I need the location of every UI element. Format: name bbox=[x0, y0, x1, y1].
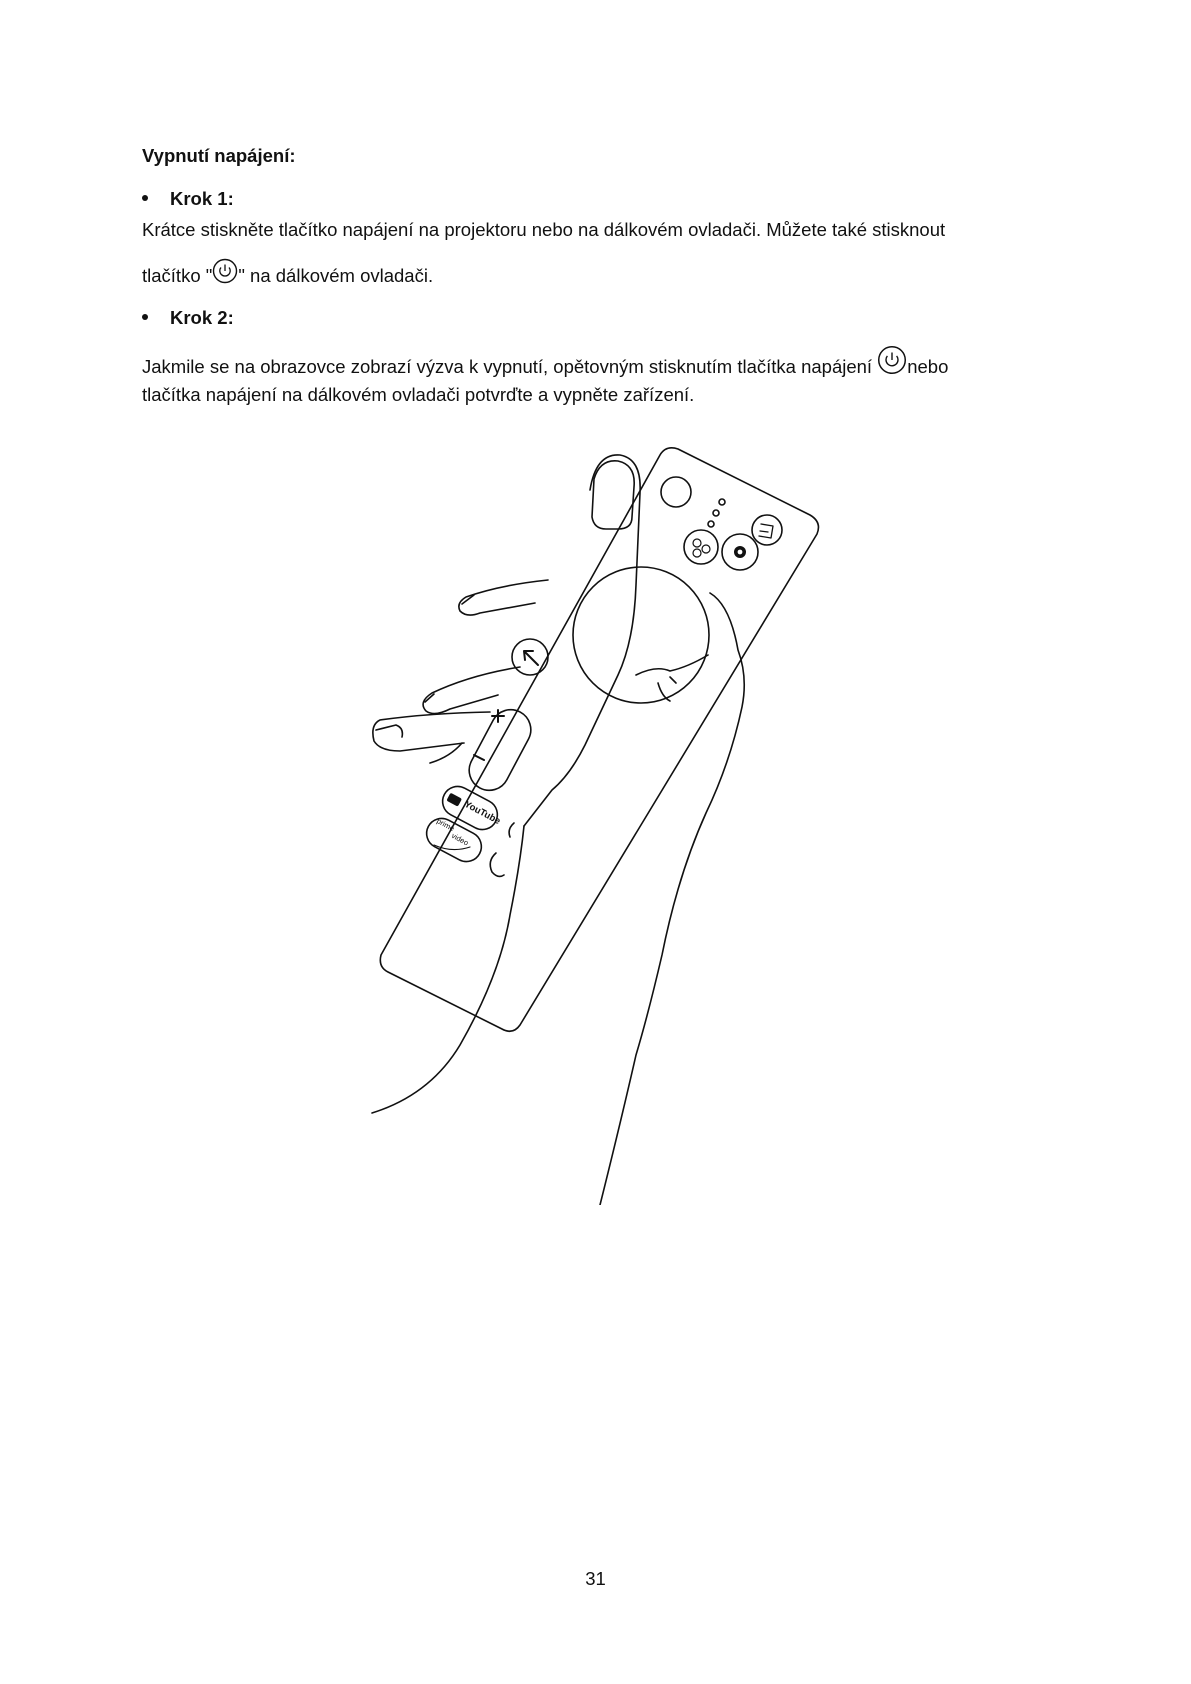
step-1-line-2-start: tlačítko " bbox=[142, 265, 213, 286]
power-icon bbox=[877, 345, 907, 375]
step-2-label: Krok 2: bbox=[170, 307, 234, 328]
bullet-dot bbox=[142, 314, 148, 320]
bullet-dot bbox=[142, 195, 148, 201]
prime-label: prime bbox=[435, 816, 456, 834]
step-1-text-line-1: Krátce stiskněte tlačítko napájení na projektoru nebo na dálkovém ovladači. Můžete také stisknout bbox=[142, 219, 946, 240]
finger bbox=[423, 667, 520, 714]
section-heading: Vypnutí napájení: bbox=[142, 145, 296, 166]
remote-input-button bbox=[752, 515, 782, 545]
remote-power-button bbox=[661, 477, 691, 507]
step-2-text-line-2: tlačítka napájení na dálkovém ovladači potvrďte a vypněte zařízení. bbox=[142, 384, 695, 405]
volume-minus-icon bbox=[474, 755, 484, 760]
thumb bbox=[524, 455, 640, 826]
youtube-label: YouTube bbox=[462, 798, 503, 828]
step-1-line-2-end: " na dálkovém ovladači. bbox=[238, 265, 434, 286]
step-2-bullet bbox=[142, 307, 234, 329]
remote-mic-dot bbox=[708, 521, 714, 527]
remote-hand-illustration bbox=[370, 445, 830, 1205]
power-icon bbox=[212, 258, 238, 284]
remote-assistant-button bbox=[684, 530, 718, 564]
remote-mic-dot bbox=[719, 499, 725, 505]
finger bbox=[459, 580, 548, 615]
step-1-label: Krok 1: bbox=[170, 188, 234, 209]
back-arrow-icon bbox=[524, 651, 538, 665]
page-number: 31 bbox=[585, 1568, 606, 1589]
step-1-bullet bbox=[142, 188, 234, 210]
palm bbox=[600, 593, 744, 1205]
step-1-text-line-2 bbox=[142, 262, 1062, 290]
thumbnail bbox=[592, 461, 634, 529]
step-2-line-1-end: nebo bbox=[907, 356, 949, 377]
step-2-line-1-start: Jakmile se na obrazovce zobrazí výzva k vypnutí, opětovným stisknutím tlačítka napájení bbox=[142, 356, 878, 377]
wrist bbox=[372, 826, 524, 1113]
video-label: video bbox=[449, 831, 471, 848]
step-2-text-line-1 bbox=[142, 353, 1062, 383]
finger bbox=[373, 712, 490, 751]
remote-mic-dot bbox=[713, 510, 719, 516]
remote-dpad bbox=[573, 567, 709, 703]
